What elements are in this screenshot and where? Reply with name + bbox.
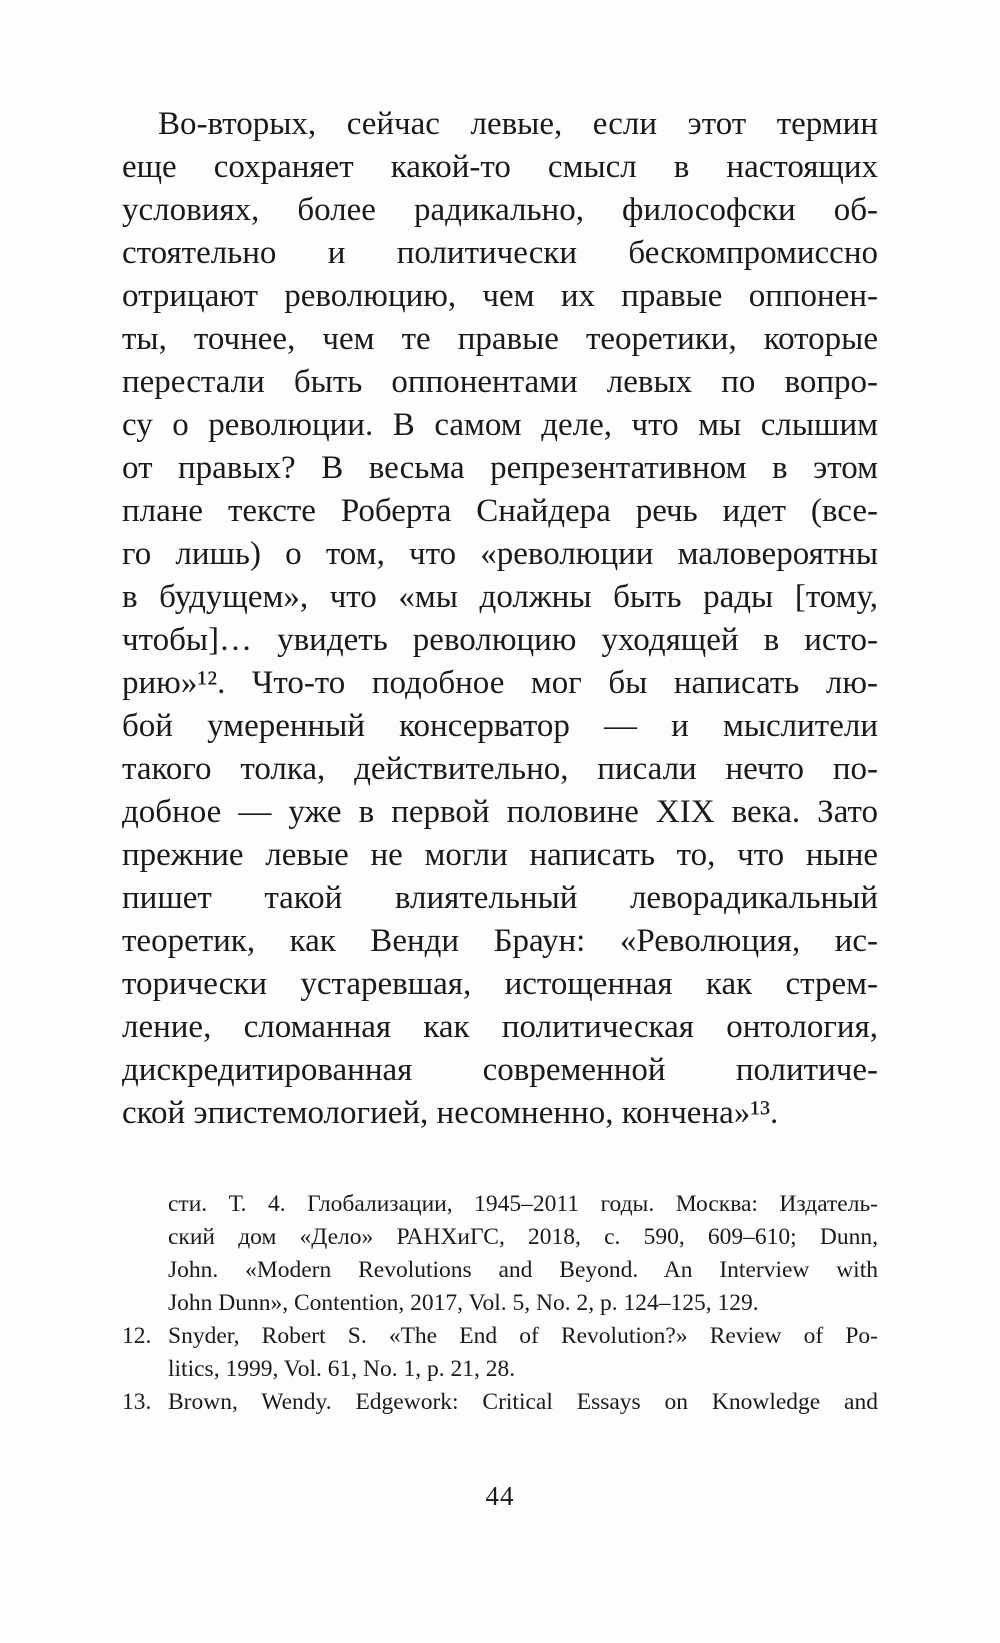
footnote-12-line: litics, 1999, Vol. 61, No. 1, p. 21, 28. xyxy=(168,1356,516,1382)
footnote-number: 12. xyxy=(122,1323,152,1349)
footnote-text: Brown, Wendy. Edgework: Critical Essays on Knowledge and xyxy=(168,1389,878,1415)
text-line: перестали быть оппонентами левых по вопро- xyxy=(122,364,878,400)
text-line: теоретик, как Венди Браун: «Революция, ис- xyxy=(122,923,878,959)
text-line: ление, сломанная как политическая онтология, xyxy=(122,1009,878,1045)
main-paragraph xyxy=(122,103,878,1135)
footnote-continuation-line: сти. Т. 4. Глобализации, 1945–2011 годы. Москва: Издатель- xyxy=(168,1191,878,1217)
footnote-number: 13. xyxy=(122,1389,152,1415)
footnotes xyxy=(122,1188,878,1419)
text-line: в будущем», что «мы должны быть рады [тому, xyxy=(122,579,878,615)
page-number: 44 xyxy=(485,1481,515,1511)
footnote-13 xyxy=(122,1386,878,1419)
text-line: стоятельно и политически бескомпромиссно xyxy=(122,235,878,271)
text-line: еще сохраняет какой-то смысл в настоящих xyxy=(122,149,878,185)
footnote-text: Snyder, Robert S. «The End of Revolution?» Review of Po- xyxy=(168,1323,878,1349)
text-line: дискредитированная современной политиче- xyxy=(122,1052,878,1088)
text-line: такого толка, действительно, писали нечто по- xyxy=(122,751,878,787)
text-line: плане тексте Роберта Снайдера речь идет (все- xyxy=(122,493,878,529)
text-line: го лишь) о том, что «революции маловероятны xyxy=(122,536,878,572)
text-line: прежние левые не могли написать то, что ныне xyxy=(122,837,878,873)
text-line: от правых? В весьма репрезентативном в этом xyxy=(122,450,878,486)
text-line: ской эпистемологией, несомненно, кончена»¹³. xyxy=(122,1095,779,1131)
footnote-continuation-line: John Dunn», Contention, 2017, Vol. 5, No. 2, p. 124–125, 129. xyxy=(168,1290,759,1316)
text-line: пишет такой влиятельный леворадикальный xyxy=(122,880,878,916)
text-line: условиях, более радикально, философски об- xyxy=(122,192,878,228)
text-line: отрицают революцию, чем их правые оппонен- xyxy=(122,278,878,314)
text-line: Во-вторых, сейчас левые, если этот термин xyxy=(158,106,878,142)
text-line: чтобы]… увидеть революцию уходящей в исто- xyxy=(122,622,878,658)
footnote-continuation-line: John. «Modern Revolutions and Beyond. An Interview with xyxy=(168,1257,878,1283)
text-line: рию»¹². Что-то подобное мог бы написать лю- xyxy=(122,665,878,701)
text-line: бой умеренный консерватор — и мыслители xyxy=(122,708,878,744)
text-line: добное — уже в первой половине XIX века. Зато xyxy=(122,794,878,830)
footnote-continuation-line: ский дом «Дело» РАНХиГС, 2018, с. 590, 609–610; Dunn, xyxy=(168,1224,878,1250)
text-line: торически устаревшая, истощенная как стрем- xyxy=(122,966,878,1002)
footnote-12 xyxy=(122,1320,878,1353)
text-line: ты, точнее, чем те правые теоретики, которые xyxy=(122,321,878,357)
text-line: су о революции. В самом деле, что мы слышим xyxy=(122,407,878,443)
